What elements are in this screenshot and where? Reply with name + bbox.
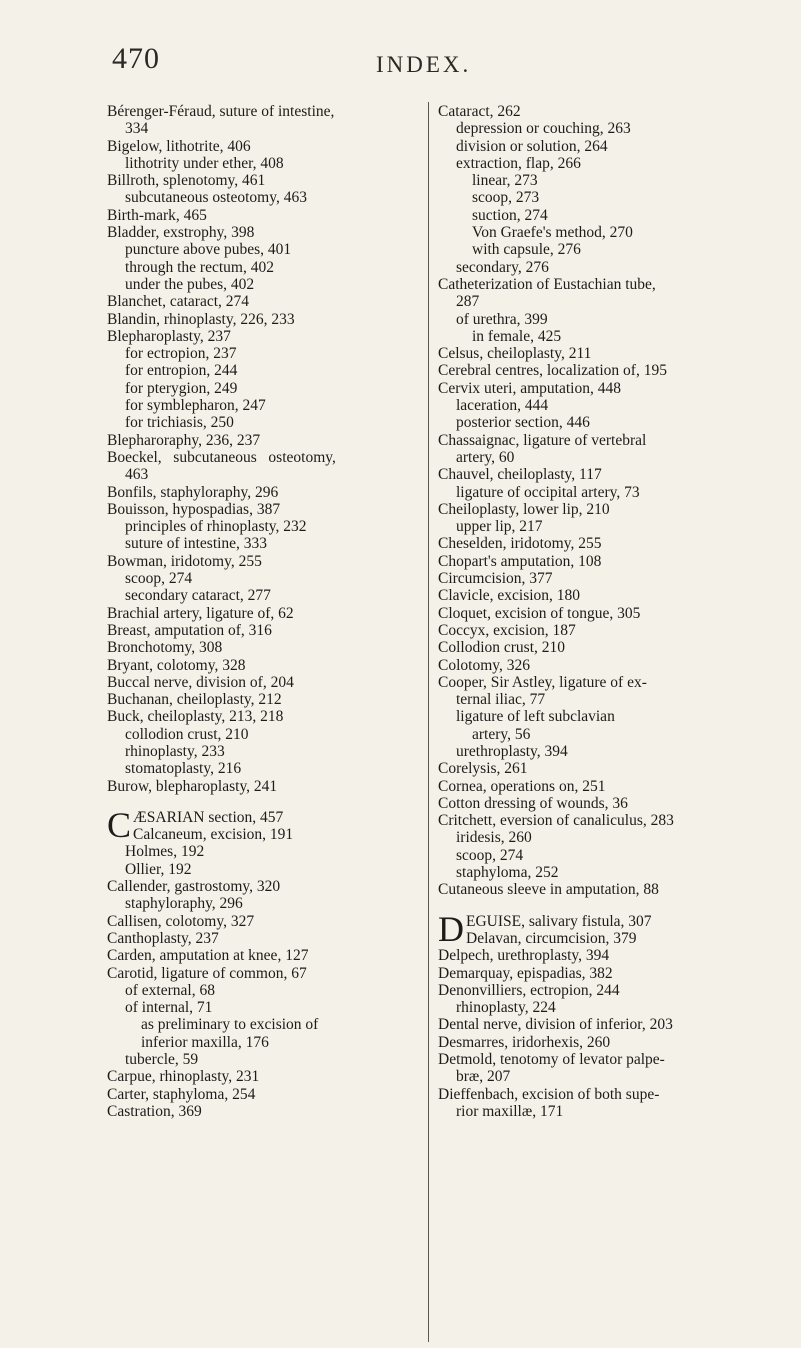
index-entry: Delpech, urethroplasty, 394 (438, 947, 610, 965)
index-entry: Dental nerve, division of inferior, 203 (438, 1016, 673, 1034)
index-entry: Bigelow, lithotrite, 406 (107, 137, 251, 155)
index-entry: Calcaneum, excision, 191 (133, 826, 294, 844)
index-entry: depression or couching, 263 (456, 120, 631, 138)
index-entry: Chauvel, cheiloplasty, 117 (438, 466, 602, 484)
index-entry: artery, 56 (472, 725, 531, 743)
index-entry: Canthoplasty, 237 (107, 929, 219, 947)
index-entry: urethroplasty, 394 (456, 742, 568, 760)
column-divider (428, 102, 429, 1342)
index-entry: Castration, 369 (107, 1102, 202, 1120)
index-entry: scoop, 273 (472, 189, 540, 207)
index-entry: Cataract, 262 (438, 103, 521, 120)
index-entry: Cotton dressing of wounds, 36 (438, 794, 628, 812)
index-entry: of urethra, 399 (456, 310, 548, 328)
index-entry: Detmold, tenotomy of levator palpe- (438, 1051, 665, 1069)
index-entry: Callender, gastrostomy, 320 (107, 878, 281, 896)
index-entry: secondary, 276 (456, 258, 549, 276)
index-entry: Cheiloplasty, lower lip, 210 (438, 500, 610, 518)
index-entry: posterior section, 446 (456, 414, 590, 432)
index-entry: of internal, 71 (125, 999, 213, 1017)
index-entry: artery, 60 (456, 448, 515, 466)
index-entry: with capsule, 276 (472, 241, 581, 259)
index-entry: Burow, blepharoplasty, 241 (107, 777, 278, 795)
index-entry: Von Graefe's method, 270 (472, 224, 633, 242)
index-entry: Cervix uteri, amputation, 448 (438, 379, 621, 397)
index-entry: puncture above pubes, 401 (125, 241, 292, 259)
index-entry: Corelysis, 261 (438, 760, 528, 778)
index-entry: laceration, 444 (456, 397, 549, 415)
index-entry: Cloquet, excision of tongue, 305 (438, 604, 641, 622)
index-entry: ligature of left subclavian (456, 708, 615, 726)
index-entry: suction, 274 (472, 206, 548, 224)
index-entry: Bonfils, staphyloraphy, 296 (107, 483, 279, 501)
index-entry: Catheterization of Eustachian tube, (438, 275, 656, 293)
index-entry: Billroth, splenotomy, 461 (107, 172, 266, 190)
index-entry: 334 (125, 120, 149, 138)
index-entry: secondary cataract, 277 (125, 587, 271, 605)
index-entry: Desmarres, iridorhexis, 260 (438, 1033, 611, 1051)
index-entry: for pterygion, 249 (125, 379, 238, 397)
index-entry: DEGUISE, salivary fistula, 307 (438, 908, 652, 949)
index-entry: division or solution, 264 (456, 137, 608, 155)
index-entry: Denonvilliers, ectropion, 244 (438, 981, 620, 999)
index-entry: 463 (125, 466, 149, 484)
index-entry: Buccal nerve, division of, 204 (107, 673, 294, 691)
index-entry: for ectropion, 237 (125, 345, 237, 363)
index-entry: Blanchet, cataract, 274 (107, 293, 250, 311)
index-entry: of external, 68 (125, 981, 215, 999)
index-entry: Blandin, rhinoplasty, 226, 233 (107, 310, 295, 328)
index-entry: ternal iliac, 77 (456, 691, 546, 709)
index-entry: Ollier, 192 (125, 860, 192, 878)
index-entry: lithotrity under ether, 408 (125, 154, 284, 172)
index-entry: scoop, 274 (125, 570, 193, 588)
index-entry: Chopart's amputation, 108 (438, 552, 602, 570)
index-entry: subcutaneous osteotomy, 463 (125, 189, 307, 207)
section-break (107, 795, 423, 809)
index-entry: Blepharoplasty, 237 (107, 327, 231, 345)
index-column-left (107, 103, 423, 1120)
index-entry: Carpue, rhinoplasty, 231 (107, 1068, 260, 1086)
index-entry: rhinoplasty, 224 (456, 999, 556, 1017)
index-entry: Brachial artery, ligature of, 62 (107, 604, 294, 622)
index-entry: Carotid, ligature of common, 67 (107, 964, 307, 982)
index-entry: bræ, 207 (456, 1068, 511, 1086)
index-entry: Birth-mark, 465 (107, 206, 207, 224)
index-entry: Cooper, Sir Astley, ligature of ex- (438, 673, 647, 691)
index-entry: Bérenger-Féraud, suture of intestine, (107, 103, 335, 120)
index-entry: Coccyx, excision, 187 (438, 621, 576, 639)
index-entry: Callisen, colotomy, 327 (107, 912, 255, 930)
index-entry: 287 (456, 293, 480, 311)
index-entry: tubercle, 59 (125, 1051, 199, 1069)
index-entry: scoop, 274 (456, 846, 524, 864)
index-entry: Cheselden, iridotomy, 255 (438, 535, 602, 553)
index-entry: Buchanan, cheiloplasty, 212 (107, 691, 282, 709)
index-entry: extraction, flap, 266 (456, 154, 581, 172)
page-number: 470 (112, 42, 160, 75)
index-entry: Demarquay, epispadias, 382 (438, 964, 613, 982)
index-entry: staphyloraphy, 296 (125, 895, 243, 913)
index-entry: Bowman, iridotomy, 255 (107, 552, 262, 570)
index-entry: Holmes, 192 (125, 843, 205, 861)
index-entry: Cerebral centres, localization of, 195 (438, 362, 667, 380)
index-entry: Circumcision, 377 (438, 570, 553, 588)
index-entry: ligature of occipital artery, 73 (456, 483, 640, 501)
index-entry: rior maxillæ, 171 (456, 1102, 564, 1120)
index-entry: Delavan, circumcision, 379 (466, 929, 637, 947)
index-entry: iridesis, 260 (456, 829, 532, 847)
index-entry: for symblepharon, 247 (125, 397, 266, 415)
index-entry: Clavicle, excision, 180 (438, 587, 581, 605)
section-break (438, 899, 760, 913)
index-entry: staphyloma, 252 (456, 864, 559, 882)
index-entry: Critchett, eversion of canaliculus, 283 (438, 812, 674, 830)
index-entry: Colotomy, 326 (438, 656, 531, 674)
index-entry: Buck, cheiloplasty, 213, 218 (107, 708, 284, 726)
index-entry: Carter, staphyloma, 254 (107, 1085, 256, 1103)
index-entry: upper lip, 217 (456, 518, 543, 536)
index-entry: as preliminary to excision of (141, 1016, 319, 1034)
index-entry: principles of rhinoplasty, 232 (125, 518, 307, 536)
index-entry: inferior maxilla, 176 (141, 1033, 269, 1051)
index-entry: Bouisson, hypospadias, 387 (107, 500, 281, 518)
index-entry: Blepharoraphy, 236, 237 (107, 431, 261, 449)
index-entry: Carden, amputation at knee, 127 (107, 947, 309, 965)
index-entry: CÆSARIAN section, 457 (107, 804, 284, 845)
index-entry: Bronchotomy, 308 (107, 639, 223, 657)
index-entry: Celsus, cheiloplasty, 211 (438, 345, 592, 363)
index-entry: Dieffenbach, excision of both supe- (438, 1085, 660, 1103)
index-entry: collodion crust, 210 (125, 725, 249, 743)
index-entry: through the rectum, 402 (125, 258, 274, 276)
index-entry: Bryant, colotomy, 328 (107, 656, 246, 674)
index-entry: under the pubes, 402 (125, 275, 255, 293)
index-entry: in female, 425 (472, 327, 562, 345)
index-entry: for entropion, 244 (125, 362, 238, 380)
index-entry: rhinoplasty, 233 (125, 742, 225, 760)
index-entry: Cornea, operations on, 251 (438, 777, 606, 795)
index-entry: suture of intestine, 333 (125, 535, 268, 553)
index-column-right (438, 103, 760, 1120)
index-entry: Bladder, exstrophy, 398 (107, 224, 255, 242)
index-entry: stomatoplasty, 216 (125, 760, 242, 778)
index-entry: Cutaneous sleeve in amputation, 88 (438, 881, 659, 899)
index-entry: Boeckel, subcutaneous osteotomy, (107, 448, 336, 466)
index-entry: Chassaignac, ligature of vertebral (438, 431, 647, 449)
index-entry: Breast, amputation of, 316 (107, 621, 272, 639)
index-entry: linear, 273 (472, 172, 538, 190)
index-entry: for trichiasis, 250 (125, 414, 234, 432)
running-head: INDEX. (376, 52, 472, 77)
index-entry: Collodion crust, 210 (438, 639, 566, 657)
